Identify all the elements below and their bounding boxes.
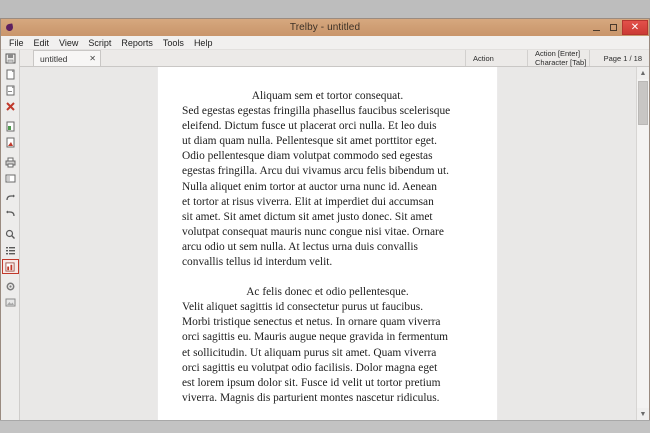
page-setup-icon[interactable]: [2, 171, 19, 186]
status-page-indicator: Page 1 / 18: [589, 50, 649, 66]
script-paragraph: [182, 89, 473, 270]
script-line: Sed egestas egestas fringilla phasellus faucibus scelerisque: [182, 105, 451, 118]
title-bar: [1, 19, 649, 36]
tab-status-strip: [20, 50, 649, 67]
print-icon[interactable]: [2, 155, 19, 170]
script-line: orci sagittis eu. Mauris augue neque gravida in fermentum: [182, 331, 449, 344]
status-fields: [465, 50, 649, 66]
script-line: ut diam quam nulla. Pellentesque sit amet porttitor eget.: [182, 135, 437, 148]
close-button[interactable]: ✕: [622, 20, 648, 35]
undo-icon[interactable]: [2, 191, 19, 206]
script-canvas[interactable]: [20, 67, 636, 420]
script-line: Nulla aliquet enim tortor at auctor urna nunc id. Aenean: [182, 180, 437, 193]
scroll-down-icon[interactable]: ▼: [637, 408, 649, 420]
preview-icon[interactable]: [2, 295, 19, 310]
minimize-button[interactable]: [588, 20, 605, 35]
vertical-scrollbar[interactable]: [636, 67, 649, 420]
tab-bar: [20, 50, 101, 66]
close-document-icon[interactable]: [2, 99, 19, 114]
find-icon[interactable]: [2, 227, 19, 242]
menu-item-edit[interactable]: Edit: [33, 37, 50, 48]
taskbar-strip: [0, 420, 650, 433]
script-line: arcu odio ut sem nulla. At lectus urna duis convallis: [182, 240, 418, 253]
main-area: [20, 50, 649, 420]
script-line: Odio pellentesque diam volutpat commodo sed egestas: [182, 150, 433, 163]
script-line: sit amet. Sit amet dictum sit amet justo donec. Sit amet: [182, 210, 433, 223]
script-page[interactable]: [158, 67, 497, 420]
scroll-up-icon[interactable]: ▲: [637, 67, 649, 79]
window-body: [1, 50, 649, 420]
maximize-button[interactable]: [605, 20, 622, 35]
script-line: viverra. Magnis dis parturient montes nascetur ridiculus.: [182, 391, 440, 404]
script-line: orci sagittis eu volutpat odio facilisis. Dolor magna eget: [182, 361, 438, 374]
reports-icon[interactable]: [2, 259, 19, 274]
status-key-hint-enter: Action [Enter]: [535, 48, 581, 58]
editor-area: [20, 67, 649, 420]
script-line: Morbi tristique senectus et netus. In ornare quam viverra: [182, 316, 441, 329]
export-script-icon[interactable]: [2, 135, 19, 150]
script-line: eleifend. Dictum fusce ut placerat orci nulla. Et leo duis: [182, 120, 437, 133]
window-controls: [588, 19, 649, 36]
script-line: egestas fringilla. Arcu dui vivamus arcu felis bibendum ut.: [182, 165, 449, 178]
status-key-hint-tab: Character [Tab]: [535, 58, 587, 67]
menu-item-reports[interactable]: Reports: [121, 37, 153, 48]
script-line: est lorem ipsum dolor sit. Fusce id velit ut tortor pretium: [182, 376, 441, 389]
menu-item-help[interactable]: Help: [193, 37, 213, 48]
status-element-type: Action: [465, 50, 527, 66]
script-paragraph: [182, 285, 473, 406]
paragraph-title: Aliquam sem et tortor consequat.: [251, 90, 404, 102]
open-document-icon[interactable]: [2, 83, 19, 98]
script-line: convallis tellus id interdum velit.: [182, 256, 333, 269]
save-icon[interactable]: [2, 51, 19, 66]
script-text[interactable]: [158, 67, 497, 406]
tab-label: untitled: [40, 53, 68, 64]
script-line: Velit aliquet sagittis id consectetur purus ut faucibus.: [182, 301, 424, 314]
paragraph-title: Ac felis donec et odio pellentesque.: [246, 286, 409, 299]
tab-untitled[interactable]: [33, 50, 101, 66]
menu-item-tools[interactable]: Tools: [162, 37, 184, 48]
status-key-hints: [527, 50, 589, 66]
new-document-icon[interactable]: [2, 67, 19, 82]
left-toolbar: [1, 50, 20, 420]
settings-icon[interactable]: [2, 279, 19, 294]
import-script-icon[interactable]: [2, 119, 19, 134]
menu-item-view[interactable]: View: [59, 37, 79, 48]
scrollbar-track[interactable]: [637, 79, 649, 408]
script-line: et sollicitudin. Ut aliquam purus sit amet. Quam viverra: [182, 346, 437, 359]
trelby-logo-icon: [3, 21, 17, 35]
scene-list-icon[interactable]: [2, 243, 19, 258]
script-line: et tortor at risus viverra. Elit at imperdiet dui accumsan: [182, 195, 434, 208]
script-line: volutpat consequat mauris nunc congue nisi vitae. Ornare: [182, 225, 444, 238]
menu-item-file[interactable]: File: [9, 37, 24, 48]
menu-item-script[interactable]: Script: [88, 37, 112, 48]
redo-icon[interactable]: [2, 207, 19, 222]
window-title: Trelby - untitled: [289, 22, 361, 33]
application-window: [0, 18, 650, 420]
scrollbar-thumb[interactable]: [638, 81, 648, 125]
close-icon[interactable]: ✕: [89, 53, 96, 63]
